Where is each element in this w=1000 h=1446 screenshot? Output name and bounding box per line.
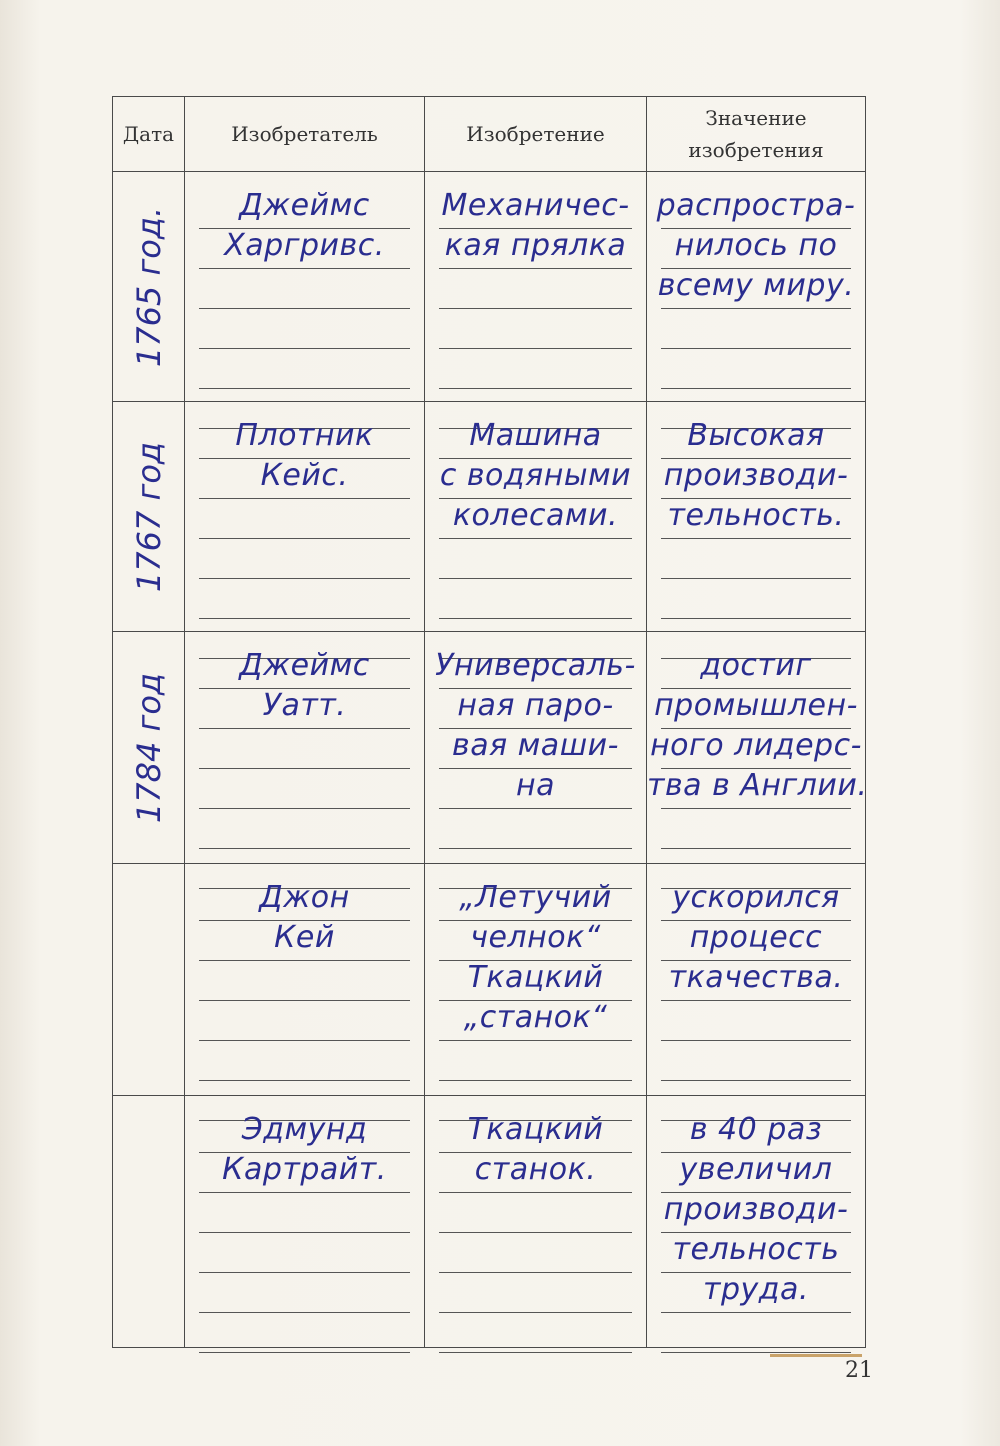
header-invention: Изобретение bbox=[425, 97, 647, 172]
writing-rule bbox=[199, 348, 410, 349]
writing-rule bbox=[199, 808, 410, 809]
writing-rule bbox=[199, 768, 410, 769]
writing-rule bbox=[439, 808, 632, 809]
writing-rule bbox=[199, 1232, 410, 1233]
writing-rule bbox=[661, 578, 851, 579]
significance-line: производи- bbox=[663, 1192, 849, 1227]
inventor-cell bbox=[185, 632, 425, 864]
writing-rule bbox=[661, 538, 851, 539]
invention-line: Ткацкий bbox=[467, 960, 604, 995]
inventor-cell bbox=[185, 864, 425, 1096]
writing-rule bbox=[661, 1080, 851, 1081]
invention-line: кая прялка bbox=[444, 228, 627, 263]
header-date: Дата bbox=[113, 97, 185, 172]
inventor-line: Картрайт. bbox=[222, 1152, 387, 1187]
writing-rule bbox=[661, 618, 851, 619]
inventor-cell bbox=[185, 172, 425, 402]
date-cell bbox=[113, 172, 185, 402]
writing-rule bbox=[439, 1272, 632, 1273]
inventor-line: Плотник bbox=[235, 418, 374, 453]
writing-rule bbox=[199, 848, 410, 849]
writing-rule bbox=[439, 1352, 632, 1353]
invention-line: Машина bbox=[469, 418, 602, 453]
table-row bbox=[113, 402, 866, 632]
writing-rule bbox=[199, 538, 410, 539]
table-row bbox=[113, 632, 866, 864]
significance-line: распростра- bbox=[656, 188, 856, 223]
inventor-line: Кей bbox=[274, 920, 335, 955]
invention-cell bbox=[425, 1096, 647, 1348]
inventions-table bbox=[112, 96, 866, 1348]
writing-rule bbox=[199, 1080, 410, 1081]
invention-line: Универсаль- bbox=[435, 648, 636, 683]
significance-line: тва в Англии. bbox=[647, 768, 868, 803]
writing-rule bbox=[661, 308, 851, 309]
significance-line: тельность bbox=[672, 1232, 840, 1267]
table-row bbox=[113, 864, 866, 1096]
writing-rule bbox=[199, 1000, 410, 1001]
writing-rule bbox=[439, 1232, 632, 1233]
header-significance: Значение изобретения bbox=[647, 97, 866, 172]
writing-rule bbox=[661, 1040, 851, 1041]
writing-rule bbox=[199, 578, 410, 579]
footer-accent-line bbox=[770, 1354, 862, 1357]
invention-cell bbox=[425, 864, 647, 1096]
invention-line: колесами. bbox=[452, 498, 619, 533]
invention-line: челнок“ bbox=[470, 920, 601, 955]
inventor-line: Джеймс bbox=[239, 188, 370, 223]
date-text: 1767 год bbox=[129, 441, 168, 592]
invention-line: станок. bbox=[474, 1152, 597, 1187]
writing-rule bbox=[439, 538, 632, 539]
significance-line: ного лидерс- bbox=[650, 728, 862, 763]
invention-cell bbox=[425, 632, 647, 864]
invention-cell bbox=[425, 402, 647, 632]
writing-rule bbox=[439, 1312, 632, 1313]
writing-rule bbox=[439, 268, 632, 269]
inventor-line: Джон bbox=[259, 880, 350, 915]
writing-rule bbox=[661, 1352, 851, 1353]
writing-rule bbox=[439, 388, 632, 389]
significance-line: достиг bbox=[700, 648, 812, 683]
invention-line: Механичес- bbox=[441, 188, 630, 223]
writing-rule bbox=[439, 1080, 632, 1081]
significance-line: всему миру. bbox=[657, 268, 855, 303]
writing-rule bbox=[661, 848, 851, 849]
significance-line: нилось по bbox=[674, 228, 838, 263]
significance-cell bbox=[647, 632, 866, 864]
inventor-cell bbox=[185, 402, 425, 632]
invention-line: с водяными bbox=[439, 458, 632, 493]
writing-rule bbox=[199, 1272, 410, 1273]
invention-line: на bbox=[516, 768, 555, 803]
writing-rule bbox=[661, 348, 851, 349]
writing-rule bbox=[199, 1192, 410, 1193]
invention-line: „станок“ bbox=[463, 1000, 608, 1035]
writing-rule bbox=[439, 1040, 632, 1041]
table-row bbox=[113, 1096, 866, 1348]
writing-rule bbox=[199, 1040, 410, 1041]
date-cell bbox=[113, 864, 185, 1096]
header-inventor: Изобретатель bbox=[185, 97, 425, 172]
writing-rule bbox=[439, 618, 632, 619]
writing-rule bbox=[661, 388, 851, 389]
invention-line: ная паро- bbox=[457, 688, 614, 723]
significance-line: промышлен- bbox=[654, 688, 858, 723]
inventor-line: Харгривс. bbox=[224, 228, 385, 263]
date-cell bbox=[113, 402, 185, 632]
inventor-line: Джеймс bbox=[239, 648, 370, 683]
significance-line: увеличил bbox=[679, 1152, 833, 1187]
writing-rule bbox=[199, 618, 410, 619]
writing-rule bbox=[199, 1352, 410, 1353]
writing-rule bbox=[439, 578, 632, 579]
inventor-line: Кейс. bbox=[260, 458, 349, 493]
significance-cell bbox=[647, 864, 866, 1096]
date-text: 1765 год. bbox=[129, 206, 168, 367]
writing-rule bbox=[199, 1312, 410, 1313]
significance-line: труда. bbox=[703, 1272, 809, 1307]
significance-cell bbox=[647, 1096, 866, 1348]
writing-rule bbox=[199, 308, 410, 309]
writing-rule bbox=[199, 498, 410, 499]
writing-rule bbox=[661, 1000, 851, 1001]
invention-line: „Летучий bbox=[459, 880, 612, 915]
writing-rule bbox=[661, 808, 851, 809]
significance-line: процесс bbox=[689, 920, 823, 955]
date-text: 1784 год bbox=[129, 672, 168, 823]
writing-rule bbox=[199, 728, 410, 729]
date-cell bbox=[113, 1096, 185, 1348]
writing-rule bbox=[199, 960, 410, 961]
significance-line: тельность. bbox=[667, 498, 845, 533]
invention-line: Ткацкий bbox=[467, 1112, 604, 1147]
writing-rule bbox=[439, 1192, 632, 1193]
writing-rule bbox=[439, 848, 632, 849]
significance-cell bbox=[647, 172, 866, 402]
significance-cell bbox=[647, 402, 866, 632]
writing-rule bbox=[199, 388, 410, 389]
page-number: 21 bbox=[845, 1358, 873, 1383]
significance-line: ткачества. bbox=[668, 960, 844, 995]
date-cell bbox=[113, 632, 185, 864]
inventor-cell bbox=[185, 1096, 425, 1348]
table-header-row bbox=[113, 97, 866, 172]
writing-rule bbox=[439, 348, 632, 349]
inventor-line: Эдмунд bbox=[241, 1112, 368, 1147]
invention-line: вая маши- bbox=[452, 728, 619, 763]
invention-cell bbox=[425, 172, 647, 402]
significance-line: Высокая bbox=[687, 418, 825, 453]
writing-rule bbox=[661, 1312, 851, 1313]
significance-line: производи- bbox=[663, 458, 849, 493]
writing-rule bbox=[199, 268, 410, 269]
significance-line: ускорился bbox=[672, 880, 840, 915]
table-row bbox=[113, 172, 866, 402]
writing-rule bbox=[439, 308, 632, 309]
significance-line: в 40 раз bbox=[689, 1112, 823, 1147]
inventor-line: Уатт. bbox=[262, 688, 347, 723]
